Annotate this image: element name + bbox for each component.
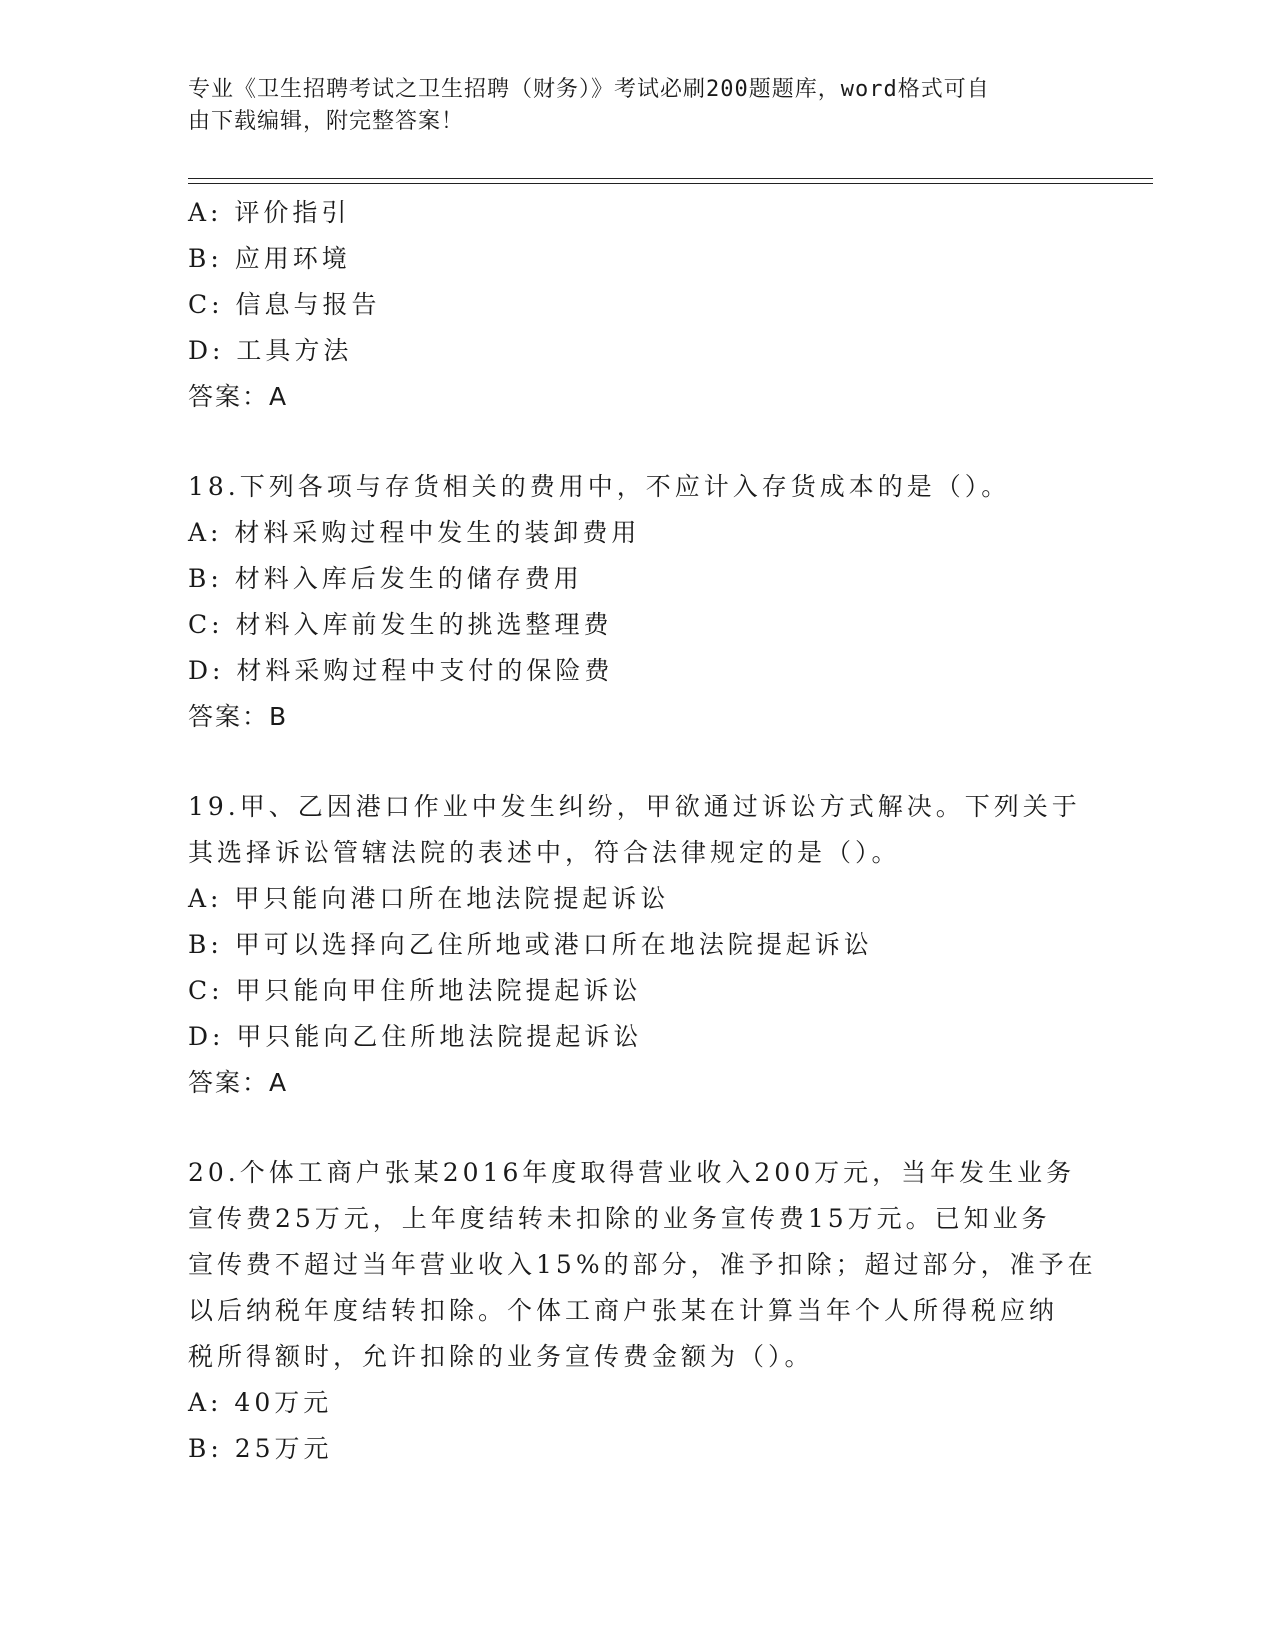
question-19 (188, 784, 1088, 1106)
question-stem-line-3: 宣传费不超过当年营业收入15%的部分，准予扣除；超过部分，准予在 (188, 1250, 1097, 1279)
spacer (188, 420, 1088, 464)
header-divider-top (188, 178, 1153, 179)
question-stem-line-1: 19.甲、乙因港口作业中发生纠纷，甲欲通过诉讼方式解决。下列关于 (188, 792, 1081, 821)
option-d: D: 材料采购过程中支付的保险费 (188, 656, 614, 685)
question-list (188, 190, 1097, 1472)
option-b: B: 甲可以选择向乙住所地或港口所在地法院提起诉讼 (188, 930, 873, 959)
spacer (188, 740, 1088, 784)
question-stem: 18.下列各项与存货相关的费用中，不应计入存货成本的是（）。 (188, 472, 1011, 501)
header-divider-bottom (188, 183, 1153, 184)
option-a: A: 材料采购过程中发生的装卸费用 (188, 518, 641, 547)
question-18 (188, 464, 1088, 740)
option-b: B: 材料入库后发生的储存费用 (188, 564, 583, 593)
answer-line: 答案：A (188, 382, 289, 411)
option-b: B: 应用环境 (188, 244, 351, 273)
question-20 (188, 1150, 1097, 1472)
question-stem-line-1: 20.个体工商户张某2016年度取得营业收入200万元，当年发生业务 (188, 1158, 1076, 1187)
answer-line: 答案：B (188, 702, 289, 731)
question-stem-line-4: 以后纳税年度结转扣除。个体工商户张某在计算当年个人所得税应纳 (188, 1296, 1059, 1325)
option-c: C: 甲只能向甲住所地法院提起诉讼 (188, 976, 642, 1005)
option-b: B: 25万元 (188, 1434, 333, 1463)
question-stem-line-2: 宣传费25万元，上年度结转未扣除的业务宣传费15万元。已知业务 (188, 1204, 1051, 1233)
answer-line: 答案：A (188, 1068, 289, 1097)
spacer (188, 1106, 1088, 1150)
header-line-1: 专业《卫生招聘考试之卫生招聘（财务）》考试必刷200题题库，word格式可自 (188, 77, 990, 102)
option-a: A: 40万元 (188, 1388, 333, 1417)
option-c: C: 材料入库前发生的挑选整理费 (188, 610, 613, 639)
option-d: D: 甲只能向乙住所地法院提起诉讼 (188, 1022, 643, 1051)
header-line-2: 由下载编辑，附完整答案！ (188, 109, 465, 134)
question-stem-line-5: 税所得额时，允许扣除的业务宣传费金额为（）。 (188, 1342, 814, 1371)
option-a: A: 评价指引 (188, 198, 351, 227)
option-d: D: 工具方法 (188, 336, 353, 365)
document-header (188, 74, 1068, 138)
option-a: A: 甲只能向港口所在地法院提起诉讼 (188, 884, 670, 913)
question-17 (188, 190, 1088, 420)
question-stem-line-2: 其选择诉讼管辖法院的表述中，符合法律规定的是（）。 (188, 838, 901, 867)
option-c: C: 信息与报告 (188, 290, 381, 319)
